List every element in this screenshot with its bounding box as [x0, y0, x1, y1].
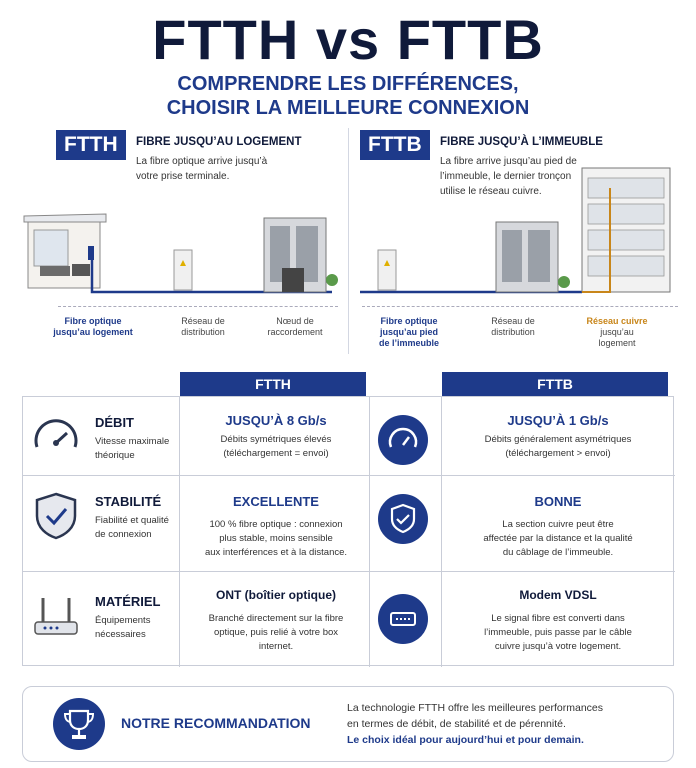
value-desc-line: du câblage de l’immeuble.	[502, 547, 614, 558]
recommendation-highlight: Le choix idéal pour aujourd’hui et pour demain.	[347, 734, 584, 746]
criterion-desc-line: Équipements	[95, 615, 151, 626]
value-desc-line: cuivre jusqu’à votre logement.	[494, 641, 622, 652]
fttb-caption-copper	[572, 316, 662, 349]
criterion-desc-line: théorique	[95, 450, 135, 461]
fttb-value-description	[443, 433, 673, 461]
ftth-panel	[14, 128, 344, 354]
ftth-heading: FIBRE JUSQU’AU LOGEMENT	[136, 136, 302, 148]
router-icon	[31, 592, 81, 642]
ftth-description	[136, 154, 316, 184]
fttb-panel	[356, 128, 686, 354]
caption-line: Nœud de	[276, 316, 314, 326]
value-desc-line: plus stable, moins sensible	[219, 533, 333, 544]
value-desc-line: Le signal fibre est converti dans	[491, 613, 625, 624]
page-subtitle	[0, 72, 696, 120]
page-title: FTTH vs FTTB	[152, 8, 544, 71]
house-icon	[24, 214, 106, 288]
ftth-value-description	[181, 518, 371, 560]
caption-line: Fibre optique	[64, 316, 122, 326]
caption-line: jusqu’au pied	[379, 327, 438, 337]
value-desc-line: internet.	[258, 641, 294, 652]
fttb-desc-line: l’immeuble, le dernier tronçon	[440, 171, 572, 182]
fttb-badge: FTTB	[360, 130, 430, 160]
ftth-caption-distribution	[158, 316, 248, 338]
ftth-caption-node	[250, 316, 340, 338]
criterion-desc-line: Fiabilité et qualité	[95, 515, 169, 526]
recommendation-line: La technologie FTTH offre les meilleures performances	[347, 702, 604, 714]
criterion-desc-line: Vitesse maximale	[95, 436, 170, 447]
caption-line: raccordement	[267, 327, 323, 337]
distribution-box-icon	[378, 250, 396, 290]
ftth-value-description	[181, 433, 371, 461]
column-header-ftth: FTTH	[180, 372, 366, 396]
caption-line: logement	[598, 338, 636, 348]
modem-icon	[378, 594, 428, 644]
apartment-building-icon	[582, 168, 670, 292]
table-row-stabilite	[23, 475, 675, 571]
panel-separator	[348, 128, 349, 354]
criterion-title: MATÉRIEL	[95, 594, 161, 609]
value-desc-line: optique, puis relié à votre box	[213, 627, 339, 638]
ftth-desc-line: La fibre optique arrive jusqu’à	[136, 156, 268, 167]
fttb-desc-line: La fibre arrive jusqu’au pied de	[440, 156, 577, 167]
criterion-description	[95, 614, 185, 642]
value-desc-line: Débits généralement asymétriques	[484, 434, 632, 445]
comparison-table	[22, 396, 674, 666]
criterion-description	[95, 514, 185, 542]
node-building-icon	[264, 218, 338, 292]
ftth-value-description	[181, 612, 371, 654]
ftth-caption-fiber	[48, 316, 138, 338]
fttb-caption-fiber	[364, 316, 454, 349]
criterion-desc-line: de connexion	[95, 529, 152, 540]
subtitle-line-1: COMPRENDRE LES DIFFÉRENCES,	[177, 73, 519, 95]
caption-line: Réseau de	[181, 316, 225, 326]
table-row-debit	[23, 397, 675, 487]
speedometer-icon	[378, 415, 428, 465]
shield-check-icon	[31, 490, 81, 540]
fttb-value: Modem VDSL	[519, 588, 597, 602]
fttb-value: BONNE	[534, 494, 582, 509]
value-desc-line: Débits symétriques élevés	[220, 434, 332, 445]
recommendation-title: NOTRE RECOMMANDATION	[121, 715, 311, 731]
ftth-desc-line: votre prise terminale.	[136, 171, 230, 182]
ftth-value: EXCELLENTE	[233, 494, 319, 509]
value-desc-line: (téléchargement > envoi)	[505, 448, 611, 459]
subtitle-line-2: CHOISIR LA MEILLEURE CONNEXION	[166, 97, 530, 119]
caption-line: Réseau cuivre	[586, 316, 648, 326]
recommendation-text	[347, 700, 647, 732]
value-desc-line: aux interférences et à la distance.	[204, 547, 348, 558]
ftth-value: JUSQU’À 8 Gb/s	[225, 413, 327, 428]
value-desc-line: l’immeuble, puis passe par le câble	[484, 627, 632, 638]
fttb-value-description	[443, 518, 673, 560]
ftth-divider	[58, 306, 338, 307]
fttb-heading: FIBRE JUSQU’À L’IMMEUBLE	[440, 136, 603, 148]
caption-line: Fibre optique	[380, 316, 438, 326]
recommendation-line: en termes de débit, de stabilité et de pérennité.	[347, 718, 566, 730]
criterion-description	[95, 435, 185, 463]
speedometer-icon	[31, 411, 81, 461]
fttb-desc-line: utilise le réseau cuivre.	[440, 186, 542, 197]
fttb-caption-distribution	[468, 316, 558, 338]
ftth-badge: FTTH	[56, 130, 126, 160]
criterion-title: DÉBIT	[95, 415, 134, 430]
node-building-icon	[496, 222, 570, 292]
caption-line: jusqu’au	[600, 327, 634, 337]
ftth-diagram	[14, 208, 344, 308]
caption-line: distribution	[491, 327, 535, 337]
ftth-value: ONT (boîtier optique)	[216, 588, 336, 602]
recommendation-box	[22, 686, 674, 762]
caption-line: de l’immeuble	[378, 338, 440, 348]
column-header-fttb: FTTB	[442, 372, 668, 396]
value-desc-line: affectée par la distance et la qualité	[483, 533, 633, 544]
value-desc-line: La section cuivre peut être	[502, 519, 614, 530]
value-desc-line: 100 % fibre optique : connexion	[209, 519, 343, 530]
caption-line: Réseau de	[491, 316, 535, 326]
fttb-value: JUSQU’À 1 Gb/s	[507, 413, 609, 428]
criterion-title: STABILITÉ	[95, 494, 162, 509]
criterion-desc-line: nécessaires	[95, 629, 146, 640]
trophy-icon	[53, 698, 105, 750]
table-row-materiel	[23, 571, 675, 667]
caption-line: distribution	[181, 327, 225, 337]
caption-line: jusqu’au logement	[53, 327, 133, 337]
shield-check-icon	[378, 494, 428, 544]
fttb-diagram	[356, 164, 686, 308]
fttb-value-description	[443, 612, 673, 654]
value-desc-line: (téléchargement = envoi)	[223, 448, 329, 459]
value-desc-line: Branché directement sur la fibre	[208, 613, 344, 624]
distribution-box-icon	[174, 250, 192, 290]
fttb-divider	[362, 306, 678, 307]
